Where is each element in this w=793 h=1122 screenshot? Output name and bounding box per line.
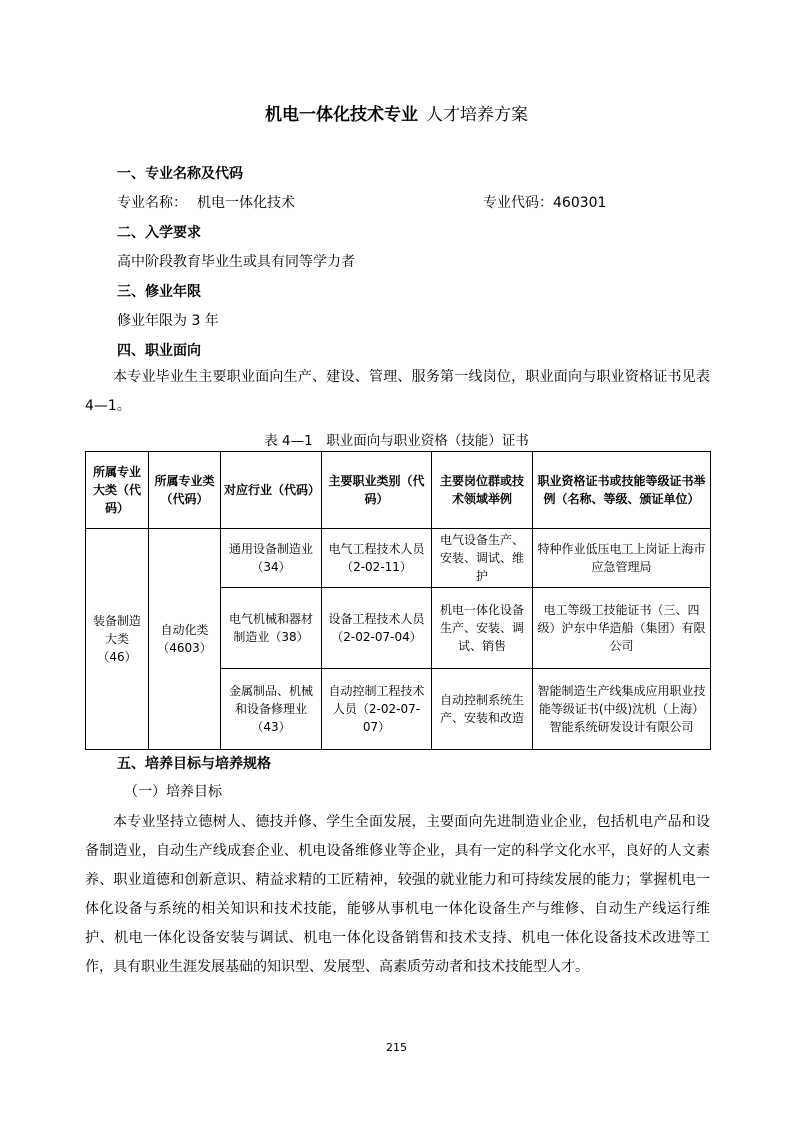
- page-number: 215: [386, 1041, 407, 1054]
- section-5-paragraph: 本专业坚持立德树人、德技并修、学生全面发展，主要面向先进制造业企业，包括机电产品和设备制造业，自动生产线成套企业、机电设备维修业等企业，具有一定的科学文化水平，良好的人文素养、职业道德和创新意识、精益求精的工匠精神，较强的就业能力和可持续发展的能力；掌握机电一体化设备与系统的相关知识和技术技能，能够从事机电一体化设备生产与维修、自动生产线运行维护、机电一体化设备安装与调试、机电一体化设备销售和技术支持、机电一体化设备技术改进等工作，具有职业生涯发展基础的知识型、发展型、高素质劳动者和技术技能型人才。: [85, 814, 710, 975]
- cell-posts: 电气设备生产、安装、调试、维护: [432, 529, 533, 588]
- cell-occupation: 设备工程技术人员（2-02-07-04）: [322, 588, 432, 669]
- cell-certificate: 电工等级工技能证书（三、四级）沪东中华造船（集团）有限公司: [533, 588, 711, 669]
- header-major-class: 所属专业类（代码）: [149, 452, 221, 529]
- major-name-label: 专业名称：: [117, 195, 187, 211]
- major-code: [483, 192, 606, 212]
- cell-industry: 金属制品、机械和设备修理业（43）: [221, 669, 322, 750]
- major-info-line: [117, 192, 612, 212]
- section-4-paragraph: 本专业毕业生主要职业面向生产、建设、管理、服务第一线岗位，职业面向与职业资格证书见表 4—1。: [85, 369, 710, 414]
- header-occupation: 主要职业类别（代码）: [322, 452, 432, 529]
- career-certificate-table: [85, 451, 711, 750]
- cell-occupation: 电气工程技术人员（2-02-11）: [322, 529, 432, 588]
- cell-certificate: 特种作业低压电工上岗证上海市应急管理局: [533, 529, 711, 588]
- cell-posts: 自动控制系统生产、安装和改造: [432, 669, 533, 750]
- study-duration: 修业年限为 3 年: [117, 313, 219, 329]
- section-1-heading: 一、专业名称及代码: [117, 166, 243, 182]
- cell-industry: 电气机械和器材制造业（38）: [221, 588, 322, 669]
- subsection-training-goal: （一）培养目标: [124, 784, 222, 800]
- major-code-label: 专业代码：: [483, 195, 553, 211]
- header-industry: 对应行业（代码）: [221, 452, 322, 529]
- cell-posts: 机电一体化设备生产、安装、调试、销售: [432, 588, 533, 669]
- cell-major-class: 自动化类（4603）: [149, 529, 221, 750]
- header-major-category: 所属专业大类（代码）: [86, 452, 149, 529]
- table-header-row: [86, 452, 711, 529]
- section-4-heading: 四、职业面向: [117, 343, 201, 359]
- admission-requirement: 高中阶段教育毕业生或具有同等学力者: [117, 254, 355, 270]
- major-code-value: 460301: [553, 195, 607, 211]
- cell-industry: 通用设备制造业（34）: [221, 529, 322, 588]
- cell-major-category: 装备制造大类（46）: [86, 529, 149, 750]
- table-caption: 表 4—1 职业面向与职业资格（技能）证书: [264, 433, 529, 449]
- section-3-heading: 三、修业年限: [117, 284, 201, 300]
- cell-certificate: 智能制造生产线集成应用职业技能等级证书(中级)沈机（上海）智能系统研发设计有限公司: [533, 669, 711, 750]
- table-row: [86, 529, 711, 588]
- document-title: [0, 100, 793, 125]
- section-5-heading: 五、培养目标与培养规格: [117, 756, 271, 772]
- section-2-heading: 二、入学要求: [117, 225, 201, 241]
- title-suffix: 人才培养方案: [426, 105, 528, 125]
- major-name-value: 机电一体化技术: [197, 195, 295, 211]
- header-certificate: 职业资格证书或技能等级证书举例（名称、等级、颁证单位）: [533, 452, 711, 529]
- title-main: 机电一体化技术专业: [265, 105, 418, 125]
- cell-occupation: 自动控制工程技术人员（2-02-07-07）: [322, 669, 432, 750]
- header-posts: 主要岗位群或技术领域举例: [432, 452, 533, 529]
